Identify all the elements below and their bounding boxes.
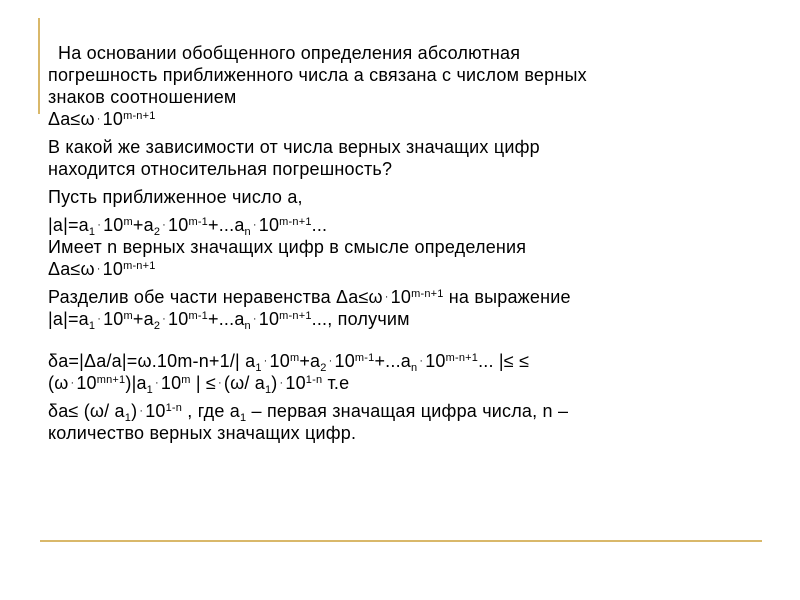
- intro-line-3: знаков соотношением: [48, 87, 237, 107]
- divide-line: Разделив обе части неравенства $\Delta a\le\omega \cdot 10^{m-n+1}$ на выражение: [48, 287, 571, 307]
- final-formula: δa≤ (ω/ $a_1) \cdot 10^{1-n}$ , где $a_1$ – первая значащая цифра числа, n –: [48, 401, 569, 424]
- formula-abs-error: $\Delta a\le\omega \cdot 10^{m-n+1}$: [48, 109, 156, 129]
- relative-error-formula: δa=|Δa/a|=ω.10m-n+1/| $a_1\cdot 10^m+a_2\cdot 10^{m-1}+...a_n\cdot 10^{m-n+1}$... |≤ ≤: [48, 351, 530, 374]
- has-digits-line: Имеет n верных значащих цифр в смысле определения: [48, 237, 527, 257]
- question-line-2: находится относительная погрешность?: [48, 159, 393, 179]
- relative-error-formula-2: $(\omega \cdot 10^{mn+1})|a_1\cdot 10^m$ | ≤ · (ω/ $a_1) \cdot 10^{1-n}$ т.е: [48, 373, 350, 396]
- let-line: Пусть приближенное число a,: [48, 187, 303, 207]
- question-line-1: В какой же зависимости от числа верных значащих цифр: [48, 137, 540, 157]
- vertical-accent-line: [38, 18, 40, 114]
- intro-line-2: погрешность приближенного числа а связана с числом верных: [48, 65, 587, 85]
- formula-abs-error-2: $\Delta a\le\omega \cdot 10^{m-n+1}$: [48, 259, 156, 279]
- expansion-formula-2: $|a|=a_1\cdot 10^m+a_2\cdot 10^{m-1}+...a_n\cdot 10^{m-n+1}$..., получим: [48, 309, 410, 332]
- expansion-formula: $|a|=a_1\cdot 10^m+a_2\cdot 10^{m-1}+...a_n\cdot 10^{m-n+1}$...: [48, 215, 328, 238]
- bottom-accent-line: [40, 540, 762, 542]
- slide-body: [48, 42, 768, 444]
- final-line-2: количество верных значащих цифр.: [48, 423, 357, 443]
- intro-line-1: На основании обобщенного определения абсолютная: [58, 43, 521, 63]
